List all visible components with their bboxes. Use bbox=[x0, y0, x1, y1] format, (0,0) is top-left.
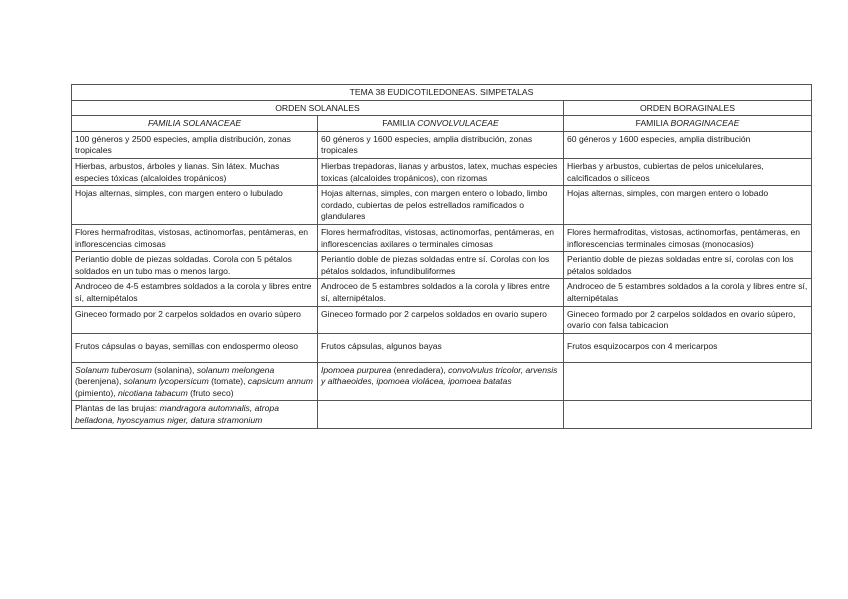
text-segment: Solanum tuberosum bbox=[75, 364, 152, 375]
text-segment: (tomate), bbox=[208, 376, 248, 387]
table-cell: Frutos cápsulas, algunos bayas bbox=[318, 333, 564, 362]
text-segment: capsicum annum bbox=[247, 376, 313, 387]
table-cell bbox=[318, 362, 564, 401]
table-row bbox=[72, 333, 812, 362]
order-solanales-header: ORDEN SOLANALES bbox=[72, 100, 564, 116]
family-solanaceae-label: FAMILIA SOLANACEAE bbox=[147, 118, 242, 129]
family-boraginaceae-header bbox=[564, 116, 812, 132]
table-cell: Hierbas trepadoras, lianas y arbustos, latex, muchas especies toxicas (alcaloides tropánicos), con rizomas bbox=[318, 158, 564, 185]
order-boraginales-header: ORDEN BORAGINALES bbox=[564, 100, 812, 116]
table-body bbox=[72, 85, 812, 429]
table-cell: Hierbas, arbustos, árboles y lianas. Sin látex. Muchas especies tóxicas (alcaloides tropánicos) bbox=[72, 158, 318, 185]
text-segment: (solanina), bbox=[151, 364, 197, 375]
table-cell: Hojas alternas, simples, con margen entero o lubulado bbox=[72, 186, 318, 225]
table-cell: 100 géneros y 2500 especies, amplia distribución, zonas tropicales bbox=[72, 131, 318, 158]
text-segment: solanum lycopersicum bbox=[123, 376, 209, 387]
table-cell: Hierbas y arbustos, cubiertas de pelos unicelulares, calcificados o silíceos bbox=[564, 158, 812, 185]
table-cell: 60 géneros y 1600 especies, amplia distribución bbox=[564, 131, 812, 158]
table-cell: Gineceo formado por 2 carpelos soldados en ovario súpero, ovario con falsa tabicacion bbox=[564, 306, 812, 333]
table-cell bbox=[564, 401, 812, 428]
table-cell: Periantio doble de piezas soldadas entre sí. Corolas con los pétalos soldados, infundibuliformes bbox=[318, 252, 564, 279]
brujas-row bbox=[72, 401, 812, 428]
text-segment: (berenjena), bbox=[75, 376, 124, 387]
table-cell: Gineceo formado por 2 carpelos soldados en ovario supero bbox=[318, 306, 564, 333]
table-row bbox=[72, 252, 812, 279]
table-cell: 60 géneros y 1600 especies, amplia distribución, zonas tropicales bbox=[318, 131, 564, 158]
table-cell: Flores hermafroditas, vistosas, actinomorfas, pentámeras, en inflorescencias cimosas bbox=[72, 224, 318, 251]
table-cell bbox=[72, 401, 318, 428]
table-cell bbox=[72, 362, 318, 401]
family-name: CONVOLVULACEAE bbox=[417, 118, 499, 129]
family-name: BORAGINACEAE bbox=[670, 118, 740, 129]
species-row bbox=[72, 362, 812, 401]
table-cell: Androceo de 4-5 estambres soldados a la corola y libres entre sí, alternipétalos bbox=[72, 279, 318, 306]
text-segment: solanum melongena bbox=[196, 364, 275, 375]
table-cell bbox=[318, 401, 564, 428]
text-segment: (pimiento), bbox=[75, 387, 118, 398]
table-cell: Flores hermafroditas, vistosas, actinomorfas, pentámeras, en inflorescencias axilares o terminales cimosas bbox=[318, 224, 564, 251]
text-segment: (fruto seco) bbox=[187, 387, 234, 398]
table-row bbox=[72, 131, 812, 158]
table-row bbox=[72, 279, 812, 306]
order-row bbox=[72, 100, 812, 116]
table-cell: Flores hermafroditas, vistosas, actinomorfas, pentámeras, en inflorescencias terminales cimosas (monocasios) bbox=[564, 224, 812, 251]
table-cell: Gineceo formado por 2 carpelos soldados en ovario súpero bbox=[72, 306, 318, 333]
text-segment: convolvulus tricolor, arvensis y althaeoides, ipomoea violácea, ipomoea batatas bbox=[321, 364, 558, 387]
table-cell: Androceo de 5 estambres soldados a la corola y libres entre sí, alternipétalas bbox=[564, 279, 812, 306]
table-title: TEMA 38 EUDICOTILEDONEAS. SIMPETALAS bbox=[72, 85, 812, 101]
family-prefix: FAMILIA bbox=[635, 118, 671, 129]
text-segment: Plantas de las brujas: bbox=[75, 403, 160, 414]
table-cell: Periantio doble de piezas soldadas. Corola con 5 pétalos soldados en un tubo mas o menos largo. bbox=[72, 252, 318, 279]
comparison-table bbox=[71, 84, 812, 429]
table-cell: Androceo de 5 estambres soldados a la corola y libres entre sí, alternipétalos. bbox=[318, 279, 564, 306]
table-cell: Frutos esquizocarpos con 4 mericarpos bbox=[564, 333, 812, 362]
table-cell: Hojas alternas, simples, con margen entero o lobado bbox=[564, 186, 812, 225]
text-segment: Ipomoea purpurea bbox=[321, 364, 392, 375]
family-solanaceae-header bbox=[72, 116, 318, 132]
text-segment: (enredadera), bbox=[391, 364, 449, 375]
table-cell bbox=[564, 362, 812, 401]
table-cell: Periantio doble de piezas soldadas entre sí, corolas con los pétalos soldados bbox=[564, 252, 812, 279]
family-prefix: FAMILIA bbox=[382, 118, 418, 129]
title-row bbox=[72, 85, 812, 101]
family-row bbox=[72, 116, 812, 132]
table-cell: Frutos cápsulas o bayas, semillas con endospermo oleoso bbox=[72, 333, 318, 362]
table-row bbox=[72, 186, 812, 225]
family-convolvulaceae-header bbox=[318, 116, 564, 132]
table-cell: Hojas alternas, simples, con margen entero o lobado, limbo cordado, cubiertas de pelos estrellados ramificados o glandulares bbox=[318, 186, 564, 225]
table-row bbox=[72, 306, 812, 333]
text-segment: nicotiana tabacum bbox=[117, 387, 188, 398]
table-row bbox=[72, 158, 812, 185]
table-row bbox=[72, 224, 812, 251]
text-segment: mandragora automnalis, atropa belladona, hyoscyamus niger, datura stramonium bbox=[75, 403, 279, 426]
